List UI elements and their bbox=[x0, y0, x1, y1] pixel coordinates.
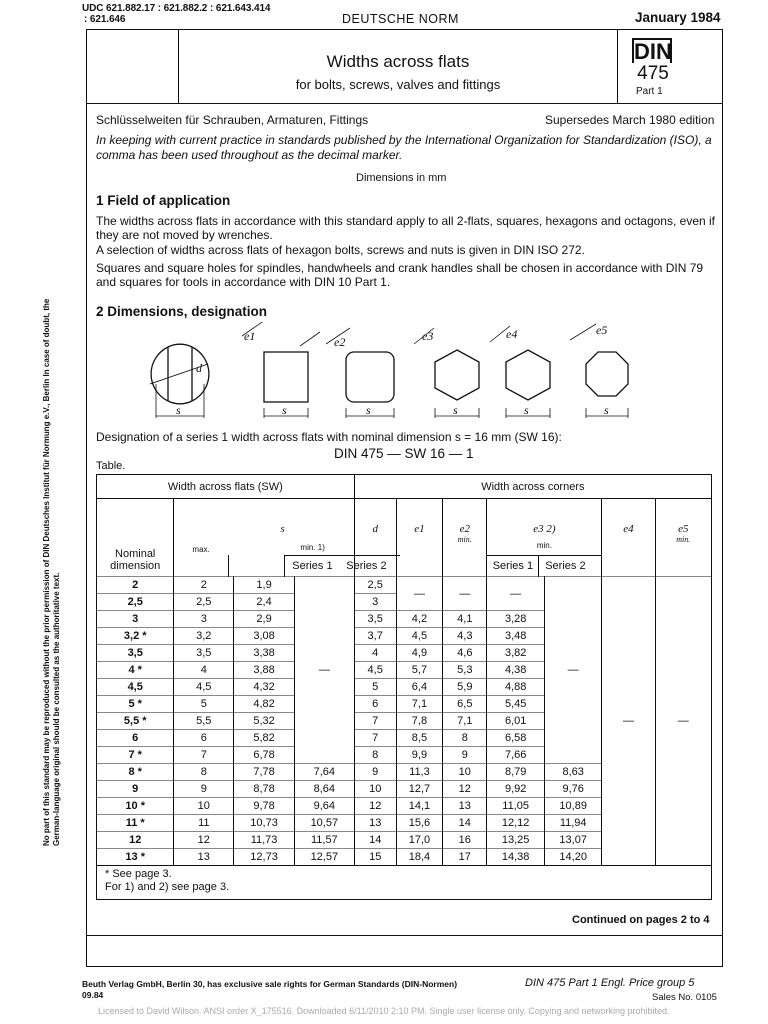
data-cell: 12,12 bbox=[487, 815, 545, 832]
data-cell: 15,6 bbox=[396, 815, 442, 832]
label-s-1: s bbox=[176, 403, 181, 417]
nominal-cell: 2,5 bbox=[97, 594, 174, 611]
nominal-cell: 12 bbox=[97, 832, 174, 849]
data-cell: 9 bbox=[174, 781, 234, 798]
nominal-cell: 7 * bbox=[97, 747, 174, 764]
section-1-heading: 1 Field of application bbox=[96, 193, 231, 208]
header-e2: e2 bbox=[459, 523, 470, 535]
header-d: d bbox=[354, 499, 396, 577]
footnote-asterisk: * See page 3. bbox=[105, 868, 172, 880]
data-cell: 5,45 bbox=[487, 696, 545, 713]
label-e5: e5 bbox=[596, 323, 608, 337]
data-cell: 11 bbox=[174, 815, 234, 832]
data-cell: 3,48 bbox=[487, 628, 545, 645]
data-cell: 4,88 bbox=[487, 679, 545, 696]
header-series-1: Series 1 bbox=[292, 560, 333, 572]
data-cell: 11,05 bbox=[487, 798, 545, 815]
nominal-cell: 13 * bbox=[97, 849, 174, 866]
din-page-ref: DIN 475 Part 1 Engl. Price group 5 bbox=[525, 977, 695, 989]
nominal-cell: 6 bbox=[97, 730, 174, 747]
data-cell: 10 bbox=[174, 798, 234, 815]
data-cell: 3,88 bbox=[234, 662, 295, 679]
data-cell: 8,79 bbox=[487, 764, 545, 781]
data-cell: 11,73 bbox=[234, 832, 295, 849]
table-label: Table. bbox=[96, 460, 126, 472]
data-cell: 11,57 bbox=[294, 832, 354, 849]
data-cell: 14,20 bbox=[544, 849, 602, 866]
norm-label: DEUTSCHE NORM bbox=[342, 12, 459, 26]
page-title: Widths across flats bbox=[326, 52, 470, 71]
header-min-1: min. 1) bbox=[300, 543, 325, 552]
data-cell: 2,5 bbox=[174, 594, 234, 611]
header-e1: e1 bbox=[396, 499, 442, 577]
label-s-5: s bbox=[524, 403, 529, 417]
data-cell: 4,5 bbox=[396, 628, 442, 645]
data-cell: 7,78 bbox=[234, 764, 295, 781]
data-cell: 7,66 bbox=[487, 747, 545, 764]
decimal-marker-note: In keeping with current practice in standards published by the International Organization for Standardization (ISO), a comma has been used throughout as the decimal marker. bbox=[96, 133, 712, 162]
data-cell: 5,9 bbox=[443, 679, 487, 696]
data-cell: 13 bbox=[443, 798, 487, 815]
udc-line-1: UDC 621.882.17 : 621.882.2 : 621.643.414 bbox=[82, 3, 271, 14]
data-cell: 3,82 bbox=[487, 645, 545, 662]
data-cell: 7 bbox=[354, 730, 396, 747]
label-e1: e1 bbox=[244, 329, 256, 343]
group-header-flats: Width across flats (SW) bbox=[97, 475, 355, 499]
header-e3: e3 2) bbox=[533, 523, 556, 535]
data-cell: 4,5 bbox=[354, 662, 396, 679]
data-cell: 3,38 bbox=[234, 645, 295, 662]
header-s: s bbox=[280, 523, 285, 535]
data-cell: 5,7 bbox=[396, 662, 442, 679]
data-cell: 9,92 bbox=[487, 781, 545, 798]
label-e2: e2 bbox=[334, 335, 346, 349]
data-cell: 3,28 bbox=[487, 611, 545, 628]
data-cell: 11,3 bbox=[396, 764, 442, 781]
data-cell: 12 bbox=[354, 798, 396, 815]
label-s-3: s bbox=[366, 403, 371, 417]
nominal-cell: 3,5 bbox=[97, 645, 174, 662]
data-cell: 9,76 bbox=[544, 781, 602, 798]
series2-merged-cell: — bbox=[294, 577, 354, 764]
dimensions-unit: Dimensions in mm bbox=[356, 172, 447, 184]
nominal-cell: 9 bbox=[97, 781, 174, 798]
data-cell: 18,4 bbox=[396, 849, 442, 866]
data-cell: 8 bbox=[174, 764, 234, 781]
header-nominal: Nominal dimension bbox=[97, 499, 174, 577]
data-cell: 17,0 bbox=[396, 832, 442, 849]
data-cell: 2,9 bbox=[234, 611, 295, 628]
label-s-2: s bbox=[282, 403, 287, 417]
data-cell: 12 bbox=[174, 832, 234, 849]
data-cell: 13,07 bbox=[544, 832, 602, 849]
udc-classification bbox=[82, 3, 270, 25]
data-cell: 4,2 bbox=[396, 611, 442, 628]
section-1-paragraph-1: The widths across flats in accordance with this standard apply to all 2-flats, squares, hexagons and octagons, even if they are not moved by wrenches. bbox=[96, 214, 716, 242]
data-cell: 11,94 bbox=[544, 815, 602, 832]
data-cell: 6,78 bbox=[234, 747, 295, 764]
nominal-cell: 10 * bbox=[97, 798, 174, 815]
data-cell: 17 bbox=[443, 849, 487, 866]
data-cell: 8 bbox=[443, 730, 487, 747]
header-series-2: Series 2 bbox=[346, 560, 387, 572]
octagon-shape bbox=[570, 324, 628, 418]
data-cell: 14 bbox=[354, 832, 396, 849]
nominal-cell: 11 * bbox=[97, 815, 174, 832]
shapes-figure bbox=[150, 322, 670, 426]
data-cell: 4 bbox=[354, 645, 396, 662]
data-cell: 4,38 bbox=[487, 662, 545, 679]
header-e3-series-2: Series 2 bbox=[545, 560, 586, 572]
data-cell: 9 bbox=[354, 764, 396, 781]
din-logo: DIN bbox=[634, 39, 672, 64]
hexagon-shape-2 bbox=[490, 326, 550, 418]
date-code: 09.84 bbox=[82, 990, 104, 1000]
e4-merged-cell: — bbox=[602, 577, 655, 866]
data-cell: 14,38 bbox=[487, 849, 545, 866]
data-cell: 1,9 bbox=[234, 577, 295, 594]
data-cell: 3,08 bbox=[234, 628, 295, 645]
data-cell: 10,73 bbox=[234, 815, 295, 832]
standard-part: Part 1 bbox=[636, 86, 663, 97]
data-cell: 7 bbox=[354, 713, 396, 730]
data-cell: 15 bbox=[354, 849, 396, 866]
data-cell: 5,82 bbox=[234, 730, 295, 747]
data-cell: 4,9 bbox=[396, 645, 442, 662]
nominal-cell: 3,2 * bbox=[97, 628, 174, 645]
data-cell: 5 bbox=[174, 696, 234, 713]
data-cell: 7,8 bbox=[396, 713, 442, 730]
nominal-cell: 2 bbox=[97, 577, 174, 594]
data-cell: 3,5 bbox=[174, 645, 234, 662]
data-cell: 6,01 bbox=[487, 713, 545, 730]
nominal-cell: 4,5 bbox=[97, 679, 174, 696]
data-cell: 5,3 bbox=[443, 662, 487, 679]
data-cell: 9,64 bbox=[294, 798, 354, 815]
data-cell: 4,32 bbox=[234, 679, 295, 696]
data-cell: 3 bbox=[174, 611, 234, 628]
data-cell: 2 bbox=[174, 577, 234, 594]
data-cell: 2,4 bbox=[234, 594, 295, 611]
data-cell: 14,1 bbox=[396, 798, 442, 815]
header-e4: e4 bbox=[602, 499, 655, 577]
data-cell: 5 bbox=[354, 679, 396, 696]
data-cell: 5,32 bbox=[234, 713, 295, 730]
data-cell: 2,5 bbox=[354, 577, 396, 594]
data-cell: 6 bbox=[174, 730, 234, 747]
data-cell: 7,1 bbox=[396, 696, 442, 713]
continued-note: Continued on pages 2 to 4 bbox=[572, 914, 710, 926]
widths-table bbox=[96, 474, 712, 900]
standard-number: 475 bbox=[637, 63, 669, 84]
data-cell: 16 bbox=[443, 832, 487, 849]
data-cell: 7,64 bbox=[294, 764, 354, 781]
footnote-refs: For 1) and 2) see page 3. bbox=[105, 881, 230, 893]
e3s1-merged-cell: — bbox=[487, 577, 545, 611]
data-cell: 10 bbox=[443, 764, 487, 781]
data-cell: 6,5 bbox=[443, 696, 487, 713]
data-cell: 12,73 bbox=[234, 849, 295, 866]
nominal-cell: 5 * bbox=[97, 696, 174, 713]
header-max: max. bbox=[192, 545, 210, 554]
nominal-cell: 8 * bbox=[97, 764, 174, 781]
data-cell: 5,5 bbox=[174, 713, 234, 730]
page-subtitle: for bolts, screws, valves and fittings bbox=[295, 77, 501, 92]
nominal-cell: 3 bbox=[97, 611, 174, 628]
udc-line-2: : 621.646 bbox=[84, 14, 126, 25]
label-e3: e3 bbox=[422, 329, 434, 343]
e5-merged-cell: — bbox=[655, 577, 711, 866]
data-cell: 9,9 bbox=[396, 747, 442, 764]
section-1-paragraph-3: Squares and square holes for spindles, handwheels and crank handles shall be chosen in accordance with DIN 79 and squares for tools in accordance with DIN 10 Part 1. bbox=[96, 261, 704, 289]
table-row bbox=[97, 577, 712, 594]
data-cell: 7,1 bbox=[443, 713, 487, 730]
data-cell: 13,25 bbox=[487, 832, 545, 849]
publisher-note: Beuth Verlag GmbH, Berlin 30, has exclusive sale rights for German Standards (DIN-Normen) bbox=[82, 979, 458, 989]
data-cell: 4,3 bbox=[443, 628, 487, 645]
data-cell: 8 bbox=[354, 747, 396, 764]
nominal-cell: 5,5 * bbox=[97, 713, 174, 730]
data-cell: 3,5 bbox=[354, 611, 396, 628]
data-cell: 14 bbox=[443, 815, 487, 832]
data-cell: 8,64 bbox=[294, 781, 354, 798]
designation-code: DIN 475 — SW 16 — 1 bbox=[334, 446, 474, 461]
section-2-heading: 2 Dimensions, designation bbox=[96, 304, 268, 319]
data-cell: 12,7 bbox=[396, 781, 442, 798]
header-e3-series-1: Series 1 bbox=[492, 560, 534, 572]
header-divider bbox=[86, 103, 723, 104]
data-cell: 4,5 bbox=[174, 679, 234, 696]
data-cell: 8,5 bbox=[396, 730, 442, 747]
label-d: d bbox=[196, 361, 202, 375]
e1-merged-cell: — bbox=[396, 577, 442, 611]
label-e4: e4 bbox=[506, 327, 518, 341]
data-cell: 4,82 bbox=[234, 696, 295, 713]
data-cell: 9,78 bbox=[234, 798, 295, 815]
data-cell: 3 bbox=[354, 594, 396, 611]
issue-date: January 1984 bbox=[635, 10, 721, 25]
data-cell: 4,1 bbox=[443, 611, 487, 628]
designation-text: Designation of a series 1 width across flats with nominal dimension s = 16 mm (SW 16): bbox=[96, 430, 562, 444]
group-header-corners: Width across corners bbox=[354, 475, 711, 499]
nominal-cell: 4 * bbox=[97, 662, 174, 679]
header-e5: e5 bbox=[678, 523, 689, 535]
data-cell: 10,89 bbox=[544, 798, 602, 815]
data-cell: 4,6 bbox=[443, 645, 487, 662]
data-cell: 10,57 bbox=[294, 815, 354, 832]
label-s-4: s bbox=[453, 403, 458, 417]
e2-merged-cell: — bbox=[443, 577, 487, 611]
header-e5-min: min. bbox=[676, 535, 691, 544]
section-1-paragraph-2: A selection of widths across flats of hexagon bolts, screws and nuts is given in DIN ISO 272. bbox=[96, 243, 585, 257]
data-cell: 12,57 bbox=[294, 849, 354, 866]
footer-divider bbox=[86, 935, 723, 936]
data-cell: 6,58 bbox=[487, 730, 545, 747]
data-cell: 8,63 bbox=[544, 764, 602, 781]
e3s2-merged-cell: — bbox=[544, 577, 602, 764]
copyright-side-note: No part of this standard may be reproduced without the prior permission of DIN Deutsches Institut für Normung e.V., Berlin In case of doubt, the German-language original should be consulted as the authoritative text. bbox=[42, 298, 61, 846]
supersedes-note: Supersedes March 1980 edition bbox=[545, 113, 715, 127]
data-cell: 12 bbox=[443, 781, 487, 798]
data-cell: 10 bbox=[354, 781, 396, 798]
table-body bbox=[97, 577, 712, 866]
data-cell: 9 bbox=[443, 747, 487, 764]
data-cell: 3,7 bbox=[354, 628, 396, 645]
data-cell: 8,78 bbox=[234, 781, 295, 798]
sales-number: Sales No. 0105 bbox=[652, 992, 717, 1003]
header-e2-min: min. bbox=[457, 535, 472, 544]
data-cell: 4 bbox=[174, 662, 234, 679]
data-cell: 3,2 bbox=[174, 628, 234, 645]
data-cell: 6,4 bbox=[396, 679, 442, 696]
header-e3-min: min. bbox=[536, 541, 552, 550]
data-cell: 13 bbox=[174, 849, 234, 866]
data-cell: 13 bbox=[354, 815, 396, 832]
label-s-6: s bbox=[604, 403, 609, 417]
license-watermark: Licensed to David Wilson. ANSI order X_175516. Downloaded 6/11/2010 2:10 PM. Single user license only. Copying and networking prohibited. bbox=[98, 1006, 670, 1016]
data-cell: 6 bbox=[354, 696, 396, 713]
german-title: Schlüsselweiten für Schrauben, Armaturen, Fittings bbox=[96, 113, 369, 127]
data-cell: 7 bbox=[174, 747, 234, 764]
